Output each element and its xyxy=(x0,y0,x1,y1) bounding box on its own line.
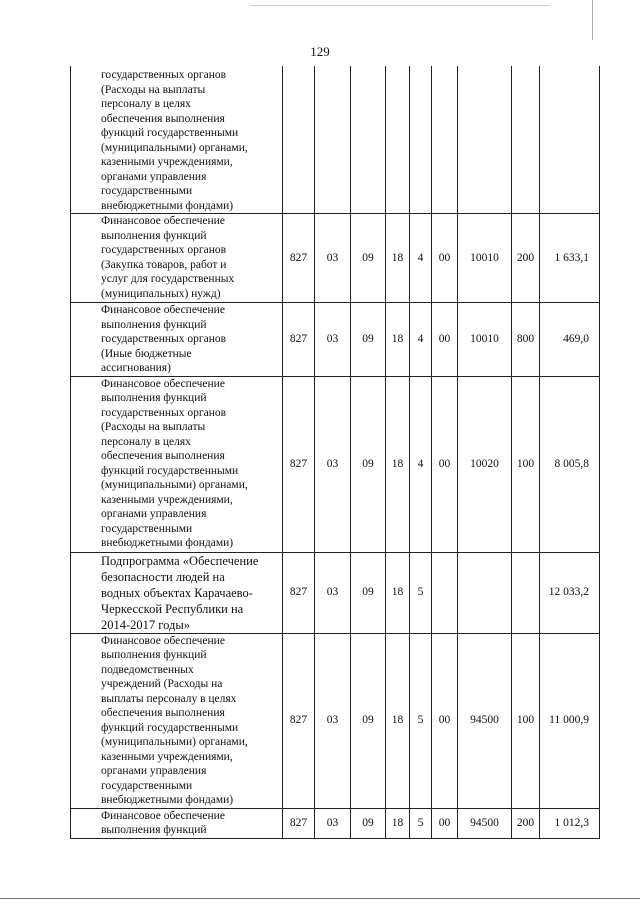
cell-subsection: 09 xyxy=(351,376,386,552)
cell-expense-direction: 10010 xyxy=(458,214,512,303)
page-number: 129 xyxy=(310,44,330,59)
cell-subprogram: 4 xyxy=(410,303,432,377)
cell-expense-type: 800 xyxy=(512,303,540,377)
table-row xyxy=(71,66,600,214)
cell-expense-type: 100 xyxy=(512,633,540,808)
cell-section: 03 xyxy=(315,214,351,303)
row-description: Финансовое обеспечение выполнения функций государственных органов (Расходы на выплаты персоналу в целях обеспечения выполнения функций государственными (муниципальными) органами, казенными учреждениями, органами управления государственными внебюджетными фондами) xyxy=(71,376,283,552)
cell-main-activity: 00 xyxy=(432,303,458,377)
cell-expense-type xyxy=(512,66,540,214)
row-description: Финансовое обеспечение выполнения функций подведомственных учреждений (Расходы на выплаты персоналу в целях обеспечения выполнения функций государственными (муниципальными) органами, казенными учреждениями, органами управления государственными внебюджетными фондами) xyxy=(71,633,283,808)
row-description: государственных органов (Расходы на выплаты персоналу в целях обеспечения выполнения функций государственными (муниципальными) органами, казенными учреждениями, органами управления государственными внебюджетными фондами) xyxy=(71,66,283,214)
cell-amount: 469,0 xyxy=(540,303,600,377)
cell-expense-direction: 94500 xyxy=(458,633,512,808)
cell-subsection: 09 xyxy=(351,633,386,808)
row-description: Финансовое обеспечение выполнения функций государственных органов (Иные бюджетные ассигнования) xyxy=(71,303,283,377)
cell-ministry-code: 827 xyxy=(283,552,315,633)
table-row xyxy=(71,552,600,633)
cell-subsection: 09 xyxy=(351,303,386,377)
row-description: Подпрограмма «Обеспечение безопасности людей на водных объектах Карачаево- Черкесской Республики на 2014-2017 годы» xyxy=(71,552,283,633)
table-row xyxy=(71,303,600,377)
cell-subprogram: 5 xyxy=(410,633,432,808)
cell-ministry-code: 827 xyxy=(283,376,315,552)
cell-subsection: 09 xyxy=(351,552,386,633)
cell-subprogram: 5 xyxy=(410,552,432,633)
cell-expense-direction xyxy=(458,552,512,633)
cell-section: 03 xyxy=(315,633,351,808)
cell-ministry-code: 827 xyxy=(283,303,315,377)
cell-main-activity: 00 xyxy=(432,808,458,838)
cell-expense-direction: 10010 xyxy=(458,303,512,377)
cell-expense-direction: 94500 xyxy=(458,808,512,838)
row-description: Финансовое обеспечение выполнения функций государственных органов (Закупка товаров, работ и услуг для государственных (муниципальных) нужд) xyxy=(71,214,283,303)
cell-expense-direction xyxy=(458,66,512,214)
scan-edge-bottom xyxy=(0,898,640,899)
cell-expense-type: 200 xyxy=(512,214,540,303)
cell-amount: 1 633,1 xyxy=(540,214,600,303)
cell-program: 18 xyxy=(386,808,410,838)
cell-section: 03 xyxy=(315,808,351,838)
cell-main-activity: 00 xyxy=(432,376,458,552)
cell-amount: 12 033,2 xyxy=(540,552,600,633)
cell-ministry-code: 827 xyxy=(283,633,315,808)
cell-ministry-code: 827 xyxy=(283,808,315,838)
cell-amount: 11 000,9 xyxy=(540,633,600,808)
cell-subprogram: 5 xyxy=(410,808,432,838)
cell-amount xyxy=(540,66,600,214)
cell-subprogram: 4 xyxy=(410,376,432,552)
table-row xyxy=(71,214,600,303)
cell-amount: 1 012,3 xyxy=(540,808,600,838)
budget-table-body xyxy=(71,66,600,838)
row-description: Финансовое обеспечение выполнения функций xyxy=(71,808,283,838)
cell-program: 18 xyxy=(386,214,410,303)
cell-amount: 8 005,8 xyxy=(540,376,600,552)
scan-edge-right xyxy=(592,0,593,40)
cell-program: 18 xyxy=(386,303,410,377)
cell-subprogram xyxy=(410,66,432,214)
cell-subsection xyxy=(351,66,386,214)
cell-ministry-code: 827 xyxy=(283,214,315,303)
cell-program: 18 xyxy=(386,376,410,552)
cell-subsection: 09 xyxy=(351,808,386,838)
cell-main-activity xyxy=(432,552,458,633)
cell-section: 03 xyxy=(315,552,351,633)
cell-main-activity: 00 xyxy=(432,633,458,808)
cell-section xyxy=(315,66,351,214)
cell-ministry-code xyxy=(283,66,315,214)
scan-edge-top xyxy=(250,5,550,6)
cell-main-activity: 00 xyxy=(432,214,458,303)
budget-table xyxy=(70,66,600,839)
cell-subprogram: 4 xyxy=(410,214,432,303)
table-row xyxy=(71,633,600,808)
cell-section: 03 xyxy=(315,303,351,377)
cell-program xyxy=(386,66,410,214)
cell-main-activity xyxy=(432,66,458,214)
cell-subsection: 09 xyxy=(351,214,386,303)
cell-expense-type xyxy=(512,552,540,633)
cell-program: 18 xyxy=(386,552,410,633)
table-row xyxy=(71,808,600,838)
table-row xyxy=(71,376,600,552)
cell-expense-direction: 10020 xyxy=(458,376,512,552)
cell-section: 03 xyxy=(315,376,351,552)
cell-program: 18 xyxy=(386,633,410,808)
cell-expense-type: 200 xyxy=(512,808,540,838)
cell-expense-type: 100 xyxy=(512,376,540,552)
